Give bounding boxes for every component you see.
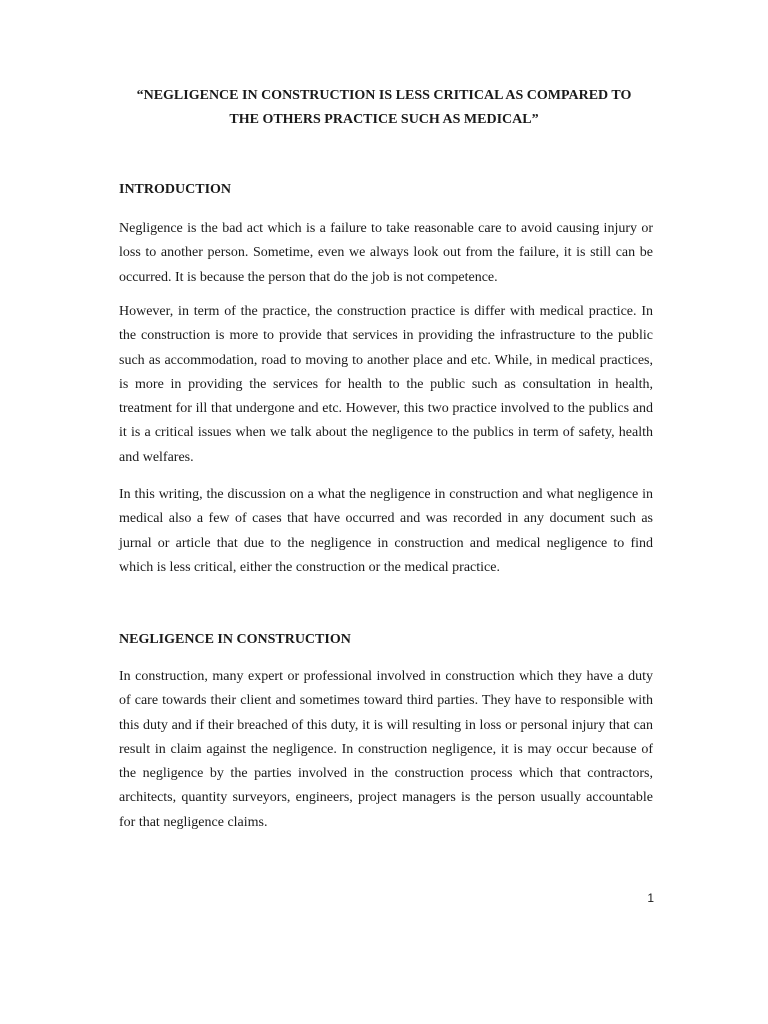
construction-paragraph-1: In construction, many expert or professional involved in construction which they have a duty of care towards their client and sometimes toward third parties. They have to responsible with this duty and if their breached of this duty, it is will resulting in loss or personal injury that can result in claim against the negligence. In construction negligence, it is may occur because of the negligence by the parties involved in the construction process which that contractors, architects, quantity surveyors, engineers, project managers is the person usually accountable for that negligence claims. <box>119 669 653 830</box>
introduction-paragraph-3: In this writing, the discussion on a what the negligence in construction and what negligence in medical also a few of cases that have occurred and was recorded in any document such as jurnal or article that due to the negligence in construction and medical negligence to find which is less critical, either the construction or the medical practice. <box>119 487 653 575</box>
section-heading-negligence-in-construction: NEGLIGENCE IN CONSTRUCTION <box>119 632 351 647</box>
document-title-line-1: “NEGLIGENCE IN CONSTRUCTION IS LESS CRITICAL AS COMPARED TO <box>136 88 632 103</box>
introduction-paragraph-1: Negligence is the bad act which is a failure to take reasonable care to avoid causing injury or loss to another person. Sometime, even we always look out from the failure, it is still can be occurred. It is because the person that do the job is not competence. <box>119 221 653 285</box>
introduction-paragraph-2: However, in term of the practice, the construction practice is differ with medical practice. In the construction is more to provide that services in providing the infrastructure to the public such as accommodation, road to moving to another place and etc. While, in medical practices, is more in providing the services for health to the public such as consultation in health, treatment for ill that undergone and etc. However, this two practice involved to the publics and it is a critical issues when we talk about the negligence to the publics in term of safety, health and welfares. <box>119 304 653 465</box>
document-title-line-2: THE OTHERS PRACTICE SUCH AS MEDICAL” <box>229 112 539 127</box>
section-heading-introduction: INTRODUCTION <box>119 182 232 197</box>
page-number: 1 <box>647 891 654 905</box>
